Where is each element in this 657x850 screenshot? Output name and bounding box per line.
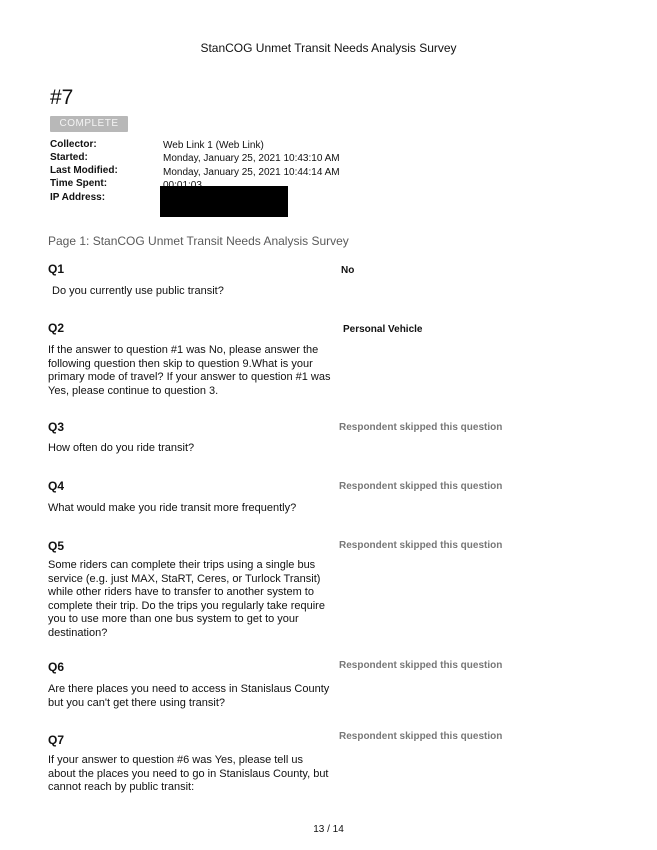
question-text-q4: What would make you ride transit more frequently? <box>48 502 297 514</box>
question-label-q1: Q1 <box>48 262 65 276</box>
status-badge: COMPLETE <box>50 116 128 132</box>
page-number: 13 / 14 <box>313 824 344 835</box>
collector-label: Collector: <box>50 139 97 150</box>
question-answer-q2: Personal Vehicle <box>343 324 423 335</box>
time-spent-label: Time Spent: <box>50 178 108 189</box>
question-label-q7: Q7 <box>48 733 65 747</box>
response-number: #7 <box>50 86 74 109</box>
question-answer-q3: Respondent skipped this question <box>339 422 503 433</box>
question-answer-q1: No <box>341 265 355 276</box>
ip-address-redaction <box>160 186 288 217</box>
question-text-q3: How often do you ride transit? <box>48 442 195 454</box>
question-label-q2: Q2 <box>48 321 65 335</box>
section-title: Page 1: StanCOG Unmet Transit Needs Analysis Survey <box>48 234 349 248</box>
question-text-q2: If the answer to question #1 was No, please answer the following question then skip to question 9.What is your primary mode of travel? If your answer to question #1 was Yes, please continue to question 3. <box>48 344 331 397</box>
question-label-q3: Q3 <box>48 420 65 434</box>
ip-address-label: IP Address: <box>50 192 106 203</box>
question-answer-q6: Respondent skipped this question <box>339 660 503 671</box>
question-answer-q7: Respondent skipped this question <box>339 731 503 742</box>
started-label: Started: <box>50 152 88 163</box>
question-answer-q5: Respondent skipped this question <box>339 540 503 551</box>
question-label-q6: Q6 <box>48 660 65 674</box>
question-text-q1: Do you currently use public transit? <box>52 285 224 297</box>
question-text-q5: Some riders can complete their trips using a single bus service (e.g. just MAX, StaRT, Ceres, or Turlock Transit) while other riders have to transfer to another system to complete their trip. Do the trips you regularly take require you to use more than one bus system to get to your destination? <box>48 559 325 639</box>
last-modified-value: Monday, January 25, 2021 10:44:14 AM <box>163 167 340 178</box>
page-title: StanCOG Unmet Transit Needs Analysis Survey <box>200 41 457 55</box>
started-value: Monday, January 25, 2021 10:43:10 AM <box>163 153 340 164</box>
question-answer-q4: Respondent skipped this question <box>339 481 503 492</box>
question-text-q6: Are there places you need to access in Stanislaus County but you can't get there using transit? <box>48 683 330 709</box>
last-modified-label: Last Modified: <box>50 165 118 176</box>
question-label-q4: Q4 <box>48 479 65 493</box>
collector-value: Web Link 1 (Web Link) <box>163 140 264 151</box>
question-text-q7: If your answer to question #6 was Yes, please tell us about the places you need to go in Stanislaus County, but cannot reach by public transit: <box>48 754 329 793</box>
question-label-q5: Q5 <box>48 539 65 553</box>
